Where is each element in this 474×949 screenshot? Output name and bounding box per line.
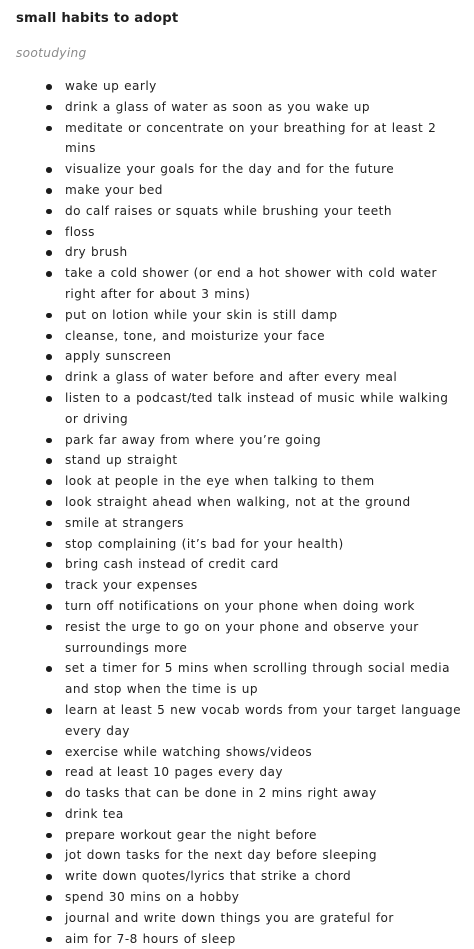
list-item xyxy=(16,222,464,243)
list-item xyxy=(16,118,464,160)
list-item xyxy=(16,887,464,908)
bullet-icon xyxy=(46,542,52,548)
list-item-text: smile at strangers xyxy=(65,515,184,530)
list-item-text: drink tea xyxy=(65,806,124,821)
list-item xyxy=(16,201,464,222)
bullet-icon xyxy=(46,313,52,319)
list-item xyxy=(16,742,464,763)
list-item xyxy=(16,326,464,347)
list-item xyxy=(16,388,464,430)
list-item xyxy=(16,804,464,825)
list-item-text: look at people in the eye when talking to them xyxy=(65,474,375,489)
list-item-text: prepare workout gear the night before xyxy=(65,827,317,842)
list-item xyxy=(16,929,464,949)
list-item-text: read at least 10 pages every day xyxy=(65,765,284,780)
bullet-icon xyxy=(46,105,52,111)
list-item xyxy=(16,825,464,846)
bullet-icon xyxy=(46,812,52,818)
list-item xyxy=(16,430,464,451)
list-item-text: put on lotion while your skin is still damp xyxy=(65,307,338,322)
bullet-icon xyxy=(46,625,52,631)
list-item-text: cleanse, tone, and moisturize your face xyxy=(65,328,326,343)
list-item xyxy=(16,908,464,929)
bullet-icon xyxy=(46,562,52,568)
list-item-text: set a timer for 5 mins when scrolling through social media and stop when the time is up xyxy=(65,661,450,697)
list-item xyxy=(16,450,464,471)
bullet-icon xyxy=(46,833,52,839)
bullet-icon xyxy=(46,479,52,485)
list-item xyxy=(16,180,464,201)
bullet-icon xyxy=(46,188,52,194)
list-item xyxy=(16,305,464,326)
list-item-text: do tasks that can be done in 2 mins right away xyxy=(65,786,377,801)
list-item-text: exercise while watching shows/videos xyxy=(65,744,313,759)
list-item-text: stop complaining (it’s bad for your health) xyxy=(65,536,344,551)
bullet-icon xyxy=(46,500,52,506)
list-item-text: visualize your goals for the day and for the future xyxy=(65,162,395,177)
bullet-icon xyxy=(46,521,52,527)
bullet-icon xyxy=(46,126,52,132)
list-item xyxy=(16,367,464,388)
list-item xyxy=(16,76,464,97)
list-item xyxy=(16,513,464,534)
bullet-icon xyxy=(46,937,52,943)
list-item xyxy=(16,783,464,804)
list-item-text: wake up early xyxy=(65,79,157,93)
list-item-text: dry brush xyxy=(65,245,128,260)
list-item-text: drink a glass of water before and after every meal xyxy=(65,370,398,385)
list-item xyxy=(16,534,464,555)
list-item xyxy=(16,575,464,596)
bullet-icon xyxy=(46,209,52,215)
bullet-icon xyxy=(46,438,52,444)
bullet-icon xyxy=(46,167,52,173)
list-item-text: apply sunscreen xyxy=(65,349,172,364)
list-item-text: write down quotes/lyrics that strike a chord xyxy=(65,869,352,884)
list-item-text: jot down tasks for the next day before sleeping xyxy=(65,848,377,863)
bullet-icon xyxy=(46,853,52,859)
list-item xyxy=(16,866,464,887)
list-item-text: track your expenses xyxy=(65,578,198,593)
bullet-icon xyxy=(46,895,52,901)
list-item xyxy=(16,159,464,180)
list-item-text: listen to a podcast/ted talk instead of music while walking or driving xyxy=(65,390,449,426)
list-item-text: look straight ahead when walking, not at the ground xyxy=(65,494,411,509)
list-item-text: spend 30 mins on a hobby xyxy=(65,890,240,905)
bullet-icon xyxy=(46,354,52,360)
bullet-icon xyxy=(46,375,52,381)
list-item-text: journal and write down things you are grateful for xyxy=(65,910,394,925)
habit-list xyxy=(16,76,464,949)
author-name[interactable]: sootudying xyxy=(16,46,87,60)
bullet-icon xyxy=(46,250,52,256)
list-item-text: aim for 7-8 hours of sleep xyxy=(65,931,236,946)
list-item-text: learn at least 5 new vocab words from your target language every day xyxy=(65,702,462,738)
list-item-text: drink a glass of water as soon as you wake up xyxy=(65,99,371,114)
list-item xyxy=(16,762,464,783)
list-item xyxy=(16,97,464,118)
list-item-text: bring cash instead of credit card xyxy=(65,557,279,572)
post-title: small habits to adopt xyxy=(16,11,179,26)
list-item xyxy=(16,346,464,367)
list-item xyxy=(16,617,464,659)
list-item-text: floss xyxy=(65,224,95,239)
bullet-icon xyxy=(46,230,52,236)
list-item xyxy=(16,492,464,513)
list-item xyxy=(16,596,464,617)
bullet-icon xyxy=(46,770,52,776)
list-item xyxy=(16,242,464,263)
bullet-icon xyxy=(46,874,52,880)
bullet-icon xyxy=(46,271,52,277)
bullet-icon xyxy=(46,583,52,589)
list-item-text: turn off notifications on your phone when doing work xyxy=(65,598,415,613)
bullet-icon xyxy=(46,604,52,610)
list-item-text: park far away from where you’re going xyxy=(65,432,322,447)
bullet-icon xyxy=(46,458,52,464)
list-item xyxy=(16,263,464,305)
list-item xyxy=(16,845,464,866)
bullet-icon xyxy=(46,666,52,672)
list-item xyxy=(16,658,464,700)
list-item-text: meditate or concentrate on your breathing for at least 2 mins xyxy=(65,120,437,156)
bullet-icon xyxy=(46,396,52,402)
list-item-text: stand up straight xyxy=(65,453,178,468)
bullet-icon xyxy=(46,750,52,756)
list-item-text: make your bed xyxy=(65,182,163,197)
list-item xyxy=(16,471,464,492)
bullet-icon xyxy=(46,84,52,90)
list-item-text: resist the urge to go on your phone and observe your surroundings more xyxy=(65,619,419,655)
bullet-icon xyxy=(46,708,52,714)
list-item xyxy=(16,554,464,575)
bullet-icon xyxy=(46,334,52,340)
bullet-icon xyxy=(46,916,52,922)
bullet-icon xyxy=(46,791,52,797)
list-item-text: do calf raises or squats while brushing your teeth xyxy=(65,203,392,218)
list-item xyxy=(16,700,464,742)
list-item-text: take a cold shower (or end a hot shower with cold water right after for about 3 mins) xyxy=(65,266,437,301)
